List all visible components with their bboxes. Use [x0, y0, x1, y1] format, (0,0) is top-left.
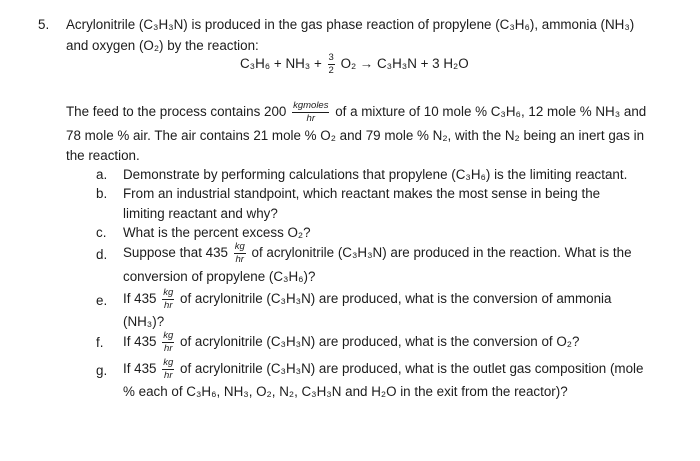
part-letter: a.: [96, 167, 108, 182]
unit-numerator: kg: [234, 241, 245, 252]
part-text-continued: limiting reactant and why?: [123, 206, 278, 221]
unit-denominator: hr: [164, 300, 173, 311]
question-number: 5.: [38, 17, 50, 32]
fraction-denominator: 2: [328, 65, 334, 76]
part-text: [123, 241, 632, 266]
part-letter: d.: [96, 247, 108, 262]
part-letter: c.: [96, 225, 107, 240]
kg-per-hr-unit: [162, 357, 174, 382]
part-text-continued: conversion of propylene (C₃H₆)?: [123, 269, 316, 284]
kg-per-hr-unit: [162, 330, 174, 355]
unit-denominator: hr: [164, 370, 173, 381]
part-letter: f.: [96, 335, 104, 350]
part-pre: If 435: [123, 334, 157, 350]
part-post: of acrylonitrile (C₃H₃N) are produced, what is the conversion of O₂?: [180, 334, 580, 350]
part-pre: If 435: [123, 361, 157, 377]
part-letter: e.: [96, 293, 108, 308]
unit-numerator: kg: [163, 330, 174, 341]
three-halves-fraction: [328, 52, 335, 77]
part-text-continued: (NH₃)?: [123, 314, 165, 329]
part-pre: Suppose that 435: [123, 245, 228, 261]
part-text: What is the percent excess O₂?: [123, 225, 311, 240]
part-text-continued: % each of C₃H₆, NH₃, O₂, N₂, C₃H₃N and H₂O in the exit from the reactor)?: [123, 384, 568, 399]
fraction-numerator: 3: [328, 52, 334, 63]
feed-line-2: 78 mole % air. The air contains 21 mole % O₂ and 79 mole % N₂, with the N₂ being an inert gas in: [66, 128, 645, 143]
feed-line-1: [66, 100, 646, 125]
equation-right: O₂ → C₃H₃N + 3 H₂O: [340, 56, 469, 72]
equation-left: C₃H₆ + NH₃ +: [240, 56, 322, 72]
part-post: of acrylonitrile (C₃H₃N) are produced in the reaction. What is the: [251, 245, 632, 261]
part-letter: g.: [96, 363, 108, 378]
unit-numerator: kg: [163, 357, 174, 368]
unit-numerator: kg: [163, 287, 174, 298]
intro-line-1: Acrylonitrile (C₃H₃N) is produced in the gas phase reaction of propylene (C₃H₆), ammonia (NH₃): [66, 17, 635, 32]
part-pre: If 435: [123, 291, 157, 307]
part-text: Demonstrate by performing calculations that propylene (C₃H₆) is the limiting reactant.: [123, 167, 628, 182]
reaction-equation: [240, 52, 469, 77]
part-post: of acrylonitrile (C₃H₃N) are produced, what is the outlet gas composition (mole: [180, 361, 644, 377]
feed-line-3: the reaction.: [66, 148, 140, 163]
kg-per-hr-unit: [234, 241, 246, 266]
part-post: of acrylonitrile (C₃H₃N) are produced, what is the conversion of ammonia: [180, 291, 612, 307]
intro-line-2: and oxygen (O₂) by the reaction:: [66, 38, 259, 53]
part-text: [123, 357, 643, 382]
unit-denominator: hr: [306, 113, 315, 124]
part-letter: b.: [96, 186, 108, 201]
unit-denominator: hr: [164, 343, 173, 354]
feed-post: of a mixture of 10 mole % C₃H₆, 12 mole % NH₃ and: [335, 104, 647, 120]
part-text: [123, 287, 611, 312]
part-text: From an industrial standpoint, which reactant makes the most sense in being the: [123, 186, 601, 201]
part-text: [123, 330, 579, 355]
unit-denominator: hr: [235, 254, 244, 265]
unit-numerator: kgmoles: [293, 100, 329, 111]
kg-per-hr-unit: [162, 287, 174, 312]
kgmoles-per-hr-unit: [292, 100, 329, 125]
feed-pre: The feed to the process contains 200: [66, 104, 287, 120]
